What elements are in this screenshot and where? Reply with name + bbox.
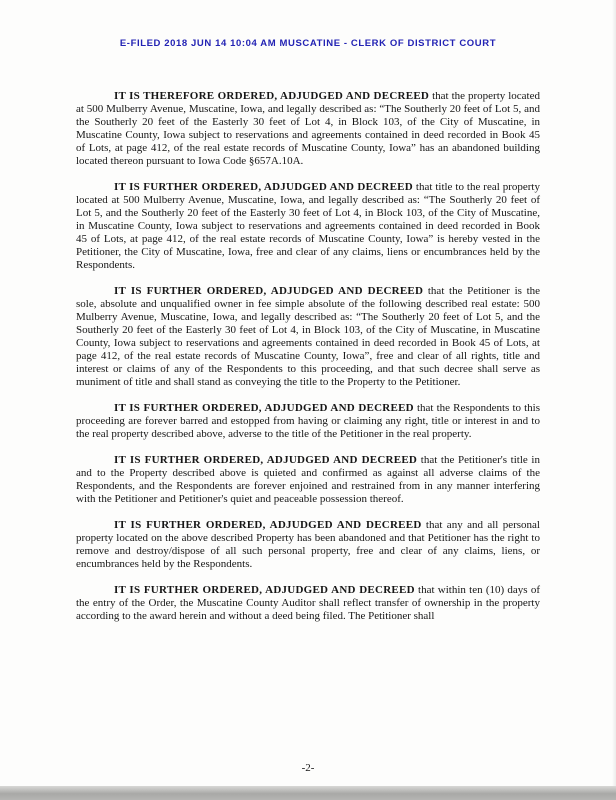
- order-paragraph-text: that within ten (10) days of the entry of the Order, the Muscatine County Auditor shall reflect transfer of ownership in the property according to the award herein and without a deed being filed. The Petitioner shall: [76, 584, 540, 622]
- order-paragraph: [76, 285, 540, 389]
- order-paragraph-text: that the Respondents to this proceeding are forever barred and estopped from having or claiming any right, title or interest in and to the real property described above, adverse to the title of the Petitioner in the real property.: [76, 402, 541, 440]
- order-paragraph: [76, 181, 540, 272]
- order-paragraph-text: that the property located at 500 Mulberry Avenue, Muscatine, Iowa, and legally described as: “The Southerly 20 feet of Lot 5, and the Southerly 20 feet of the Easterly 30 feet of Lot 4, in Block 103, of the City of Muscatine, in Muscatine County, Iowa subject to reservations and agreements contained in deed recorded in Book 45 of Lots, at page 412, of the real estate records of Muscatine County, Iowa” has an abandoned building located thereon pursuant to Iowa Code §657A.10A.: [76, 90, 540, 167]
- order-paragraph-lead: IT IS FURTHER ORDERED, ADJUDGED AND DECREED: [114, 402, 414, 414]
- order-paragraph: [76, 584, 540, 623]
- order-paragraph-text: that the Petitioner is the sole, absolute and unqualified owner in fee simple absolute of the following described real estate: 500 Mulberry Avenue, Muscatine, Iowa, and legally described as: “The Southerly 20 feet of Lot 5, and the Southerly 20 feet of the Easterly 30 feet of Lot 4, in Block 103, of the City of Muscatine, in Muscatine County, Iowa subject to reservations and agreements contained in deed recorded in Book 45 of Lots, at page 412, of the real estate records of Muscatine County, Iowa”, free and clear of all rights, title and interest or claims of any of the Respondents to this proceeding, and that such decree shall serve as muniment of title and shall stand as conveying the title to the Property to the Petitioner.: [76, 285, 541, 388]
- efiling-stamp: E-FILED 2018 JUN 14 10:04 AM MUSCATINE - CLERK OF DISTRICT COURT: [119, 38, 497, 49]
- order-paragraph-text: that any and all personal property located on the above described Property has been abandoned and that Petitioner has the right to remove and destroy/dispose of all such personal property, free and clear of any claims, liens, or encumbrances held by the Respondents.: [76, 519, 540, 570]
- order-paragraph-text: that title to the real property located at 500 Mulberry Avenue, Muscatine, Iowa, and legally described as: “The Southerly 20 feet of Lot 5, and the Southerly 20 feet of the Easterly 30 feet of Lot 4, in Block 103, of the City of Muscatine, in Muscatine County, Iowa subject to reservations and agreements contained in deed recorded in Book 45 of Lots, at page 412, of the real estate records of Muscatine County, Iowa” is hereby vested in the Petitioner, the City of Muscatine, Iowa, free and clear of any claims, liens or encumbrances held by the Respondents.: [76, 181, 540, 271]
- order-paragraph-lead: IT IS FURTHER ORDERED, ADJUDGED AND DECREED: [114, 454, 418, 466]
- document-body: [76, 90, 540, 636]
- scan-edge-right: [612, 0, 616, 800]
- page-number: -2-: [301, 762, 315, 774]
- order-paragraph-lead: IT IS FURTHER ORDERED, ADJUDGED AND DECREED: [114, 519, 422, 531]
- order-paragraph: [76, 454, 540, 506]
- order-paragraph-lead: IT IS THEREFORE ORDERED, ADJUDGED AND DECREED: [114, 90, 430, 102]
- order-paragraph-lead: IT IS FURTHER ORDERED, ADJUDGED AND DECREED: [114, 181, 413, 193]
- scan-edge-bottom: [0, 786, 616, 800]
- order-paragraph: [76, 90, 540, 168]
- order-paragraph-text: that the Petitioner's title in and to the Property described above is quieted and confirmed as against all adverse claims of the Respondents, and the Respondents are forever enjoined and restrained from in any manner interfering with the Petitioner and Petitioner's quiet and peaceable possession thereof.: [76, 454, 540, 505]
- order-paragraph: [76, 519, 540, 571]
- order-paragraph: [76, 402, 540, 441]
- order-paragraph-lead: IT IS FURTHER ORDERED, ADJUDGED AND DECREED: [114, 285, 424, 297]
- order-paragraph-lead: IT IS FURTHER ORDERED, ADJUDGED AND DECREED: [114, 584, 415, 596]
